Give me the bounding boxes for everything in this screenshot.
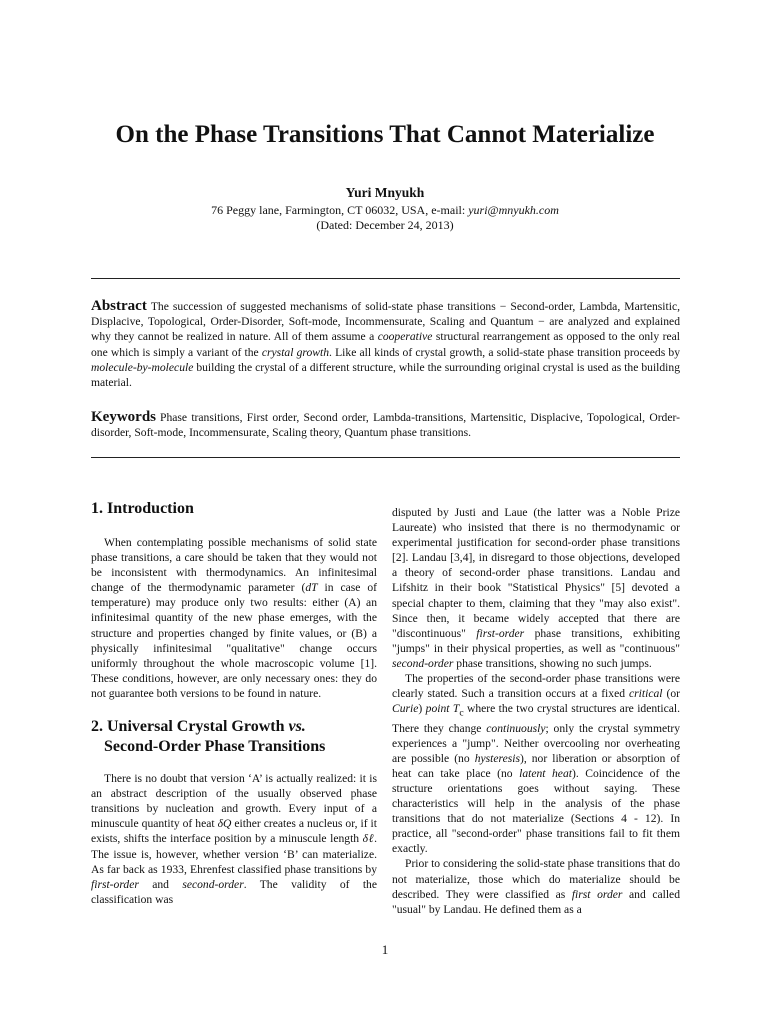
paragraph-text: There is no doubt that version ‘A’ is actually realized: it is an abstract description of the usually observed phase transitions by nucleation and growth. Every input of a minuscule quantity of heat [91, 772, 377, 831]
abstract-emphasis: cooperative [377, 330, 433, 344]
term-hysteresis: hysteresis [474, 751, 520, 765]
math-dT: dT [305, 581, 318, 595]
math-dl: δℓ [362, 832, 375, 846]
term-continuously: continuously [486, 721, 546, 735]
math-dQ: δQ [217, 817, 232, 831]
heading-text: 2. Universal Crystal Growth [91, 718, 289, 736]
paragraph-text: When contemplating possible mechanisms of solid state phase transitions, a care should be taken that they would not be inconsistent with thermodynamics. An infinitesimal change of the thermodynamic parameter ( [91, 536, 377, 595]
paragraph-text: in case of temperature) may produce only two results: either (A) an infinitesimal quantity of the new phase emerges, with the structure and properties changed by finite values, or (B) a physically infinitesimal "qualitative" change occurs uniformly throughout the whole macroscopic volume [1]. These conditions, however, are only necessary ones: they do not guarantee both versions to be found in nature. [91, 581, 378, 700]
term-latent-heat: latent heat [519, 766, 572, 780]
paragraph-text: phase transitions, exhibiting "jumps" in their physical properties, as well as "continuous" [392, 626, 680, 655]
paragraph-text: either creates a nucleus or, if it exists, shifts the interface position by a minuscule length [91, 817, 377, 846]
keywords-block [91, 410, 680, 440]
paragraph-text: ) [418, 702, 426, 716]
math-subscript-c: c [459, 707, 464, 719]
top-divider [91, 278, 680, 279]
abstract-block [91, 299, 680, 390]
heading-text: Second-Order Phase Transitions [104, 738, 326, 756]
keywords-text: Phase transitions, First order, Second order, Lambda-transitions, Martensitic, Displacive, Topological, Order-disorder, Soft-mode, Incommensurate, Scaling theory, Quantum phase transitions. [91, 411, 680, 440]
paragraph-text: where the two crystal structures are identical. There they change [392, 702, 681, 735]
intro-paragraph [91, 535, 377, 701]
paper-title: On the Phase Transitions That Cannot Materialize [115, 121, 655, 148]
paragraph-text: disputed by Justi and Laue (the latter was a Noble Prize Laureate) who insisted that there is no thermodynamic or experimental justification for second-order phase transitions [2]. Landau [3,4], in disregard to those objections, developed a theory of second-order phase transitions. Landau and Lifshitz in their book "Statistical Physics" [5] devoted a special chapter to them, claiming that they "may also exist". Since then, it became widely accepted that there are "discontinuous" [392, 506, 680, 640]
heading-emphasis: vs. [288, 718, 306, 736]
term-first-order: first-order [476, 626, 525, 640]
term-first-order: first order [571, 887, 623, 901]
term-critical: critical [629, 687, 663, 701]
dated-line: (Dated: December 24, 2013) [316, 218, 454, 232]
paragraph-text: phase transitions, showing no such jumps. [453, 656, 652, 670]
page-number: 1 [381, 942, 389, 957]
abstract-heading: Abstract [91, 298, 147, 314]
section-heading-introduction: 1. Introduction [91, 500, 194, 517]
paragraph-text: Prior to considering the solid-state phase transitions that do not materialize, those which do materialize should be described. They were classified as [392, 857, 680, 901]
paragraph-text: . The validity of the classification was [91, 877, 377, 906]
paragraph-text: ). Coincidence of the structure orientations goes without saying. These characteristics will help in the analysis of the phase transitions that do not materialize (Sections 4 - 12). In practice, all "second-order" phase transitions fail to fit them exactly. [392, 766, 680, 856]
term-second-order: second-order [392, 656, 454, 670]
right-column [392, 505, 680, 917]
term-first-order: first-order [91, 877, 139, 891]
paragraph-text: ), nor liberation or absorption of heat can take place (no [392, 751, 680, 780]
right-paragraph-3 [392, 856, 680, 916]
abstract-text: The succession of suggested mechanisms of solid-state phase transitions − Second-order, Lambda, Martensitic, Displacive, Topological, Order-Disorder, Soft-mode, Incommensurate, Scaling and Quantum − are analyzed and explained why they cannot be realized in nature. All of them assume a [91, 300, 680, 344]
paragraph-text: The properties of the second-order phase transitions were clearly stated. Such a transition occurs at a fixed [392, 672, 680, 701]
math-T: T [452, 702, 460, 716]
section-heading-crystal-growth [91, 717, 377, 757]
author-name: Yuri Mnyukh [345, 185, 425, 200]
abstract-text: structural rearrangement as opposed to the only real one which is simply a variant of the [91, 330, 680, 359]
paragraph-text: and called "usual" by Landau. He defined them as a [392, 887, 681, 916]
paragraph-text: ; only the crystal symmetry experiences a "jump". Neither overcooling nor overheating are possible (no [392, 721, 680, 765]
paragraph-text: . The issue is, however, whether version ‘B’ can materialize. As far back as 1933, Ehrenfest classified phase transitions by [91, 832, 378, 876]
bottom-divider [91, 457, 680, 458]
section2-paragraph [91, 771, 377, 907]
term-curie: Curie [392, 702, 419, 716]
right-paragraph-1 [392, 505, 680, 671]
abstract-text: building the crystal of a different structure, while the surrounding original crystal is used as the building material. [91, 360, 680, 390]
abstract-emphasis: crystal growth [261, 345, 330, 359]
term-second-order: second-order [182, 877, 244, 891]
right-paragraph-2 [392, 671, 680, 856]
paragraph-text: (or [662, 687, 680, 701]
keywords-heading: Keywords [91, 409, 156, 425]
abstract-text: . Like all kinds of crystal growth, a solid-state phase transition proceeds by [329, 345, 680, 359]
left-column [91, 499, 377, 907]
paragraph-text: and [138, 877, 183, 891]
abstract-emphasis: molecule-by-molecule [91, 360, 194, 374]
author-affiliation [0, 203, 770, 233]
email-link[interactable]: yuri@mnyukh.com [468, 203, 559, 217]
address-text: 76 Peggy lane, Farmington, CT 06032, USA, e-mail: [211, 203, 469, 217]
term-point: point [425, 702, 450, 716]
